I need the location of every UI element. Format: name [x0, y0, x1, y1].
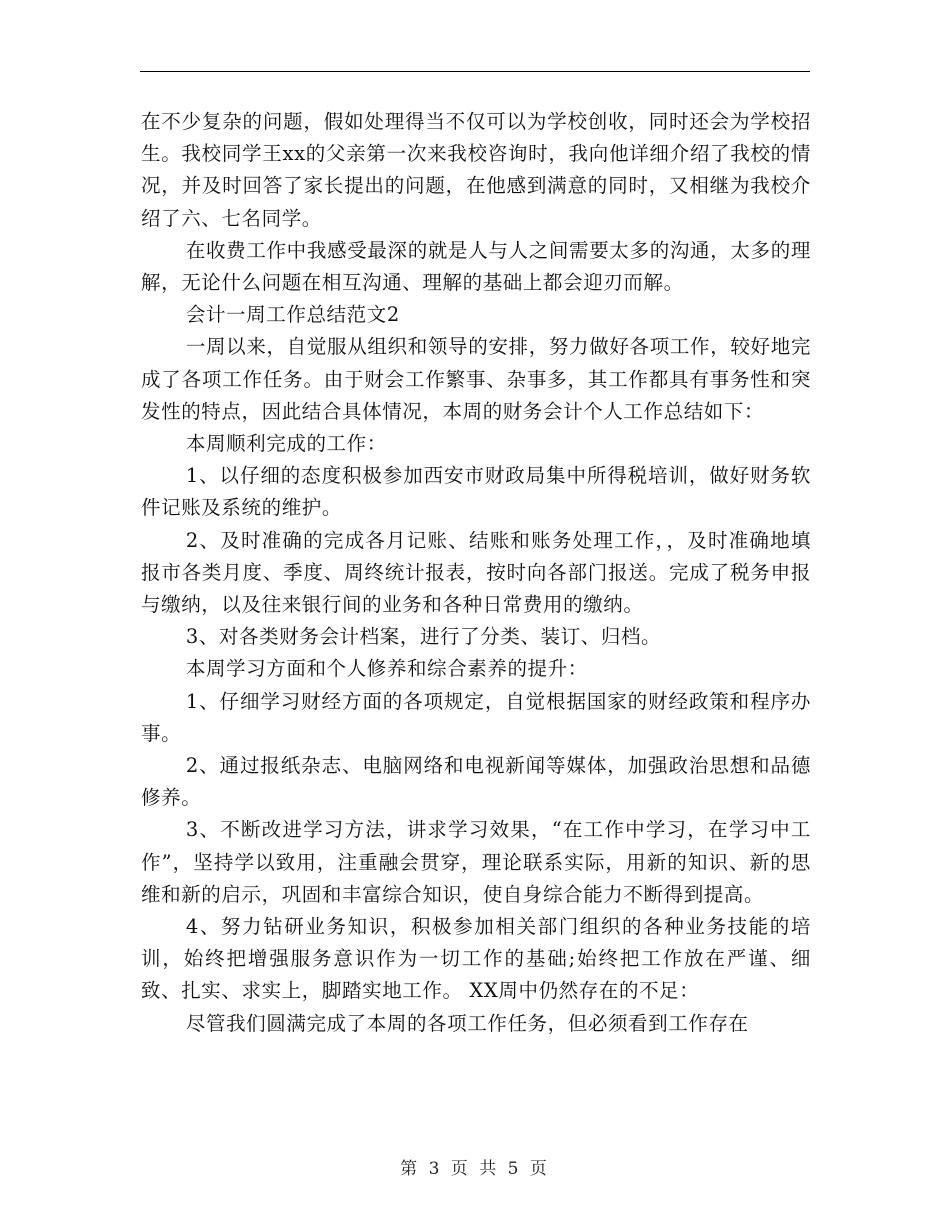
list-item-work-2: 2、及时准确的完成各月记账、结账和账务处理工作，，及时准确地填报市各类月度、季度、周终统计报表，按时向各部门报送。完成了税务申报与缴纳，以及往来银行间的业务和各种日常费用的缴纳。 — [141, 528, 811, 617]
list-item-study-2: 2、通过报纸杂志、电脑网络和电视新闻等媒体，加强政治思想和品德修养。 — [141, 754, 811, 810]
list-item-work-3: 3、对各类财务会计档案，进行了分类、装订、归档。 — [185, 625, 662, 649]
subheading-study: 本周学习方面和个人修养和综合素养的提升： — [185, 657, 588, 681]
page-number: 第 3 页 共 5 页 — [400, 1159, 550, 1179]
list-item-study-4: 4、努力钻研业务知识，积极参加相关部门组织的各种业务技能的培训，始终把增强服务意识作为一切工作的基础;始终把工作放在严谨、细致、扎实、求实上，脚踏实地工作。 XX周中仍然存在的不足： — [141, 915, 811, 1003]
document-body — [141, 106, 811, 1040]
paragraph-2: 在收费工作中我感受最深的就是人与人之间需要太多的沟通，太多的理解，无论什么问题在相互沟通、理解的基础上都会迎刃而解。 — [141, 238, 811, 295]
paragraph-1: 在不少复杂的问题，假如处理得当不仅可以为学校创收，同时还会为学校招生。我校同学王xx的父亲第一次来我校咨询时，我向他详细介绍了我校的情况，并及时回答了家长提出的问题，在他感到满意的同时，又相继为我校介绍了六、七名同学。 — [141, 110, 811, 230]
section-title: 会计一周工作总结范文2 — [185, 303, 400, 327]
header-rule — [140, 71, 810, 72]
list-item-study-3: 3、不断改进学习方法，讲求学习效果，“在工作中学习，在学习中工作”，坚持学以致用，注重融会贯穿，理论联系实际，用新的知识、新的思维和新的启示，巩固和丰富综合知识，使自身综合能力不断得到提高。 — [141, 818, 811, 906]
paragraph-shortcomings: 尽管我们圆满完成了本周的各项工作任务，但必须看到工作存在 — [185, 1011, 749, 1035]
list-item-study-1: 1、仔细学习财经方面的各项规定，自觉根据国家的财经政策和程序办事。 — [141, 689, 811, 745]
list-item-work-1: 1、以仔细的态度积极参加西安市财政局集中所得税培训，做好财务软件记账及系统的维护。 — [141, 464, 811, 520]
subheading-completed-work: 本周顺利完成的工作： — [185, 432, 387, 456]
paragraph-intro: 一周以来，自觉服从组织和领导的安排，努力做好各项工作，较好地完成了各项工作任务。由于财会工作繁事、杂事多，其工作都具有事务性和突发性的特点，因此结合具体情况，本周的财务会计个人工作总结如下： — [141, 335, 811, 423]
